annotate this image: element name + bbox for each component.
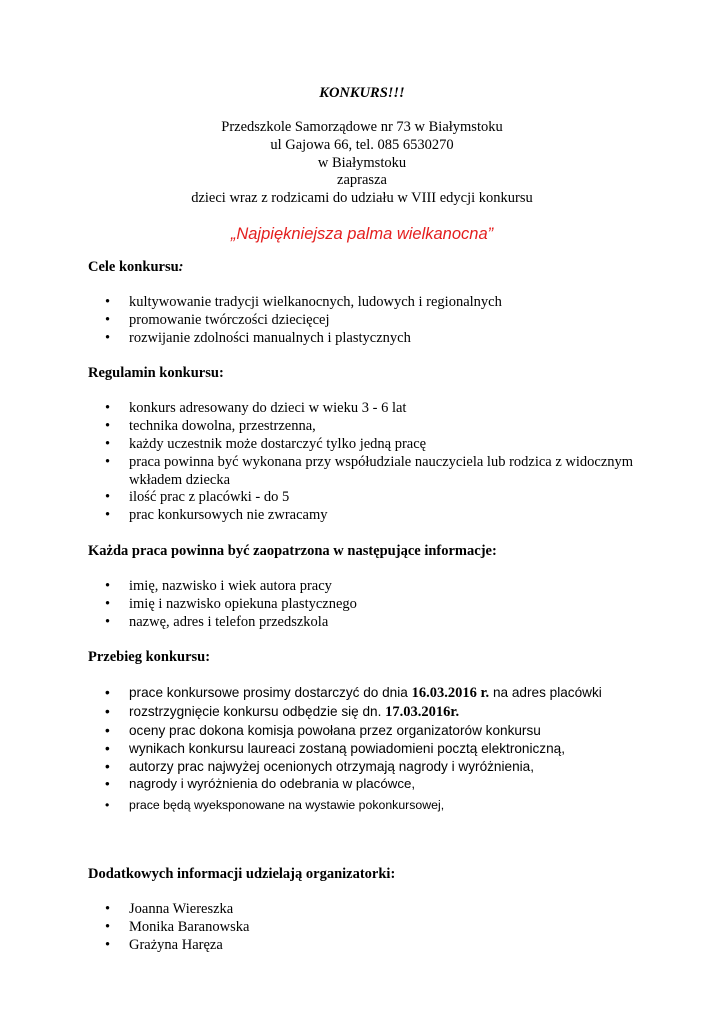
list-item: • oceny prac dokona komisja powołana przez organizatorów konkursu <box>105 722 541 738</box>
list-item: • każdy uczestnik może dostarczyć tylko jedną pracę <box>105 435 427 452</box>
list-item: • rozstrzygnięcie konkursu odbędzie się dn. 17.03.2016r. <box>105 704 460 721</box>
contacts-section <box>88 865 648 954</box>
list-item: • autorzy prac najwyżej ocenionych otrzymają nagrody i wyróżnienia, <box>105 758 534 774</box>
org-line-audience: dzieci wraz z rodzicami do udziału w VIII edycji konkursu <box>191 190 533 207</box>
rules-section <box>88 364 648 525</box>
list-item: • ilość prac z placówki - do 5 <box>105 489 290 506</box>
list-item: • nagrody i wyróżnienia do odebrania w placówce, <box>105 776 416 792</box>
info-section <box>88 542 648 631</box>
course-list <box>88 684 648 815</box>
list-item: • promowanie twórczości dziecięcej <box>105 311 330 328</box>
org-line-invites: zaprasza <box>337 172 387 189</box>
org-line-address: ul Gajowa 66, tel. 085 6530270 <box>270 136 454 153</box>
org-line-name: Przedszkole Samorządowe nr 73 w Białymstoku <box>221 119 503 135</box>
goals-list <box>88 294 648 347</box>
list-item: • Monika Baranowska <box>105 918 250 935</box>
rules-heading: Regulamin konkursu: <box>88 365 224 382</box>
list-item: • kultywowanie tradycji wielkanocnych, ludowych i regionalnych <box>105 293 502 310</box>
list-item: • konkurs adresowany do dzieci w wieku 3 - 6 lat <box>105 400 407 417</box>
list-item: • rozwijanie zdolności manualnych i plastycznych <box>105 329 411 346</box>
contacts-list <box>88 901 648 954</box>
info-list <box>88 578 648 631</box>
course-section <box>88 648 648 815</box>
info-heading: Każda praca powinna być zaopatrzona w następujące informacje: <box>88 542 497 559</box>
course-heading: Przebieg konkursu: <box>88 649 211 666</box>
list-item: • prace konkursowe prosimy dostarczyć do dnia 16.03.2016 r. na adres placówki <box>105 685 602 702</box>
list-item: • praca powinna być wykonana przy współudziale nauczyciela lub rodzica z widocznym wkładem dziecka <box>105 453 634 488</box>
list-item: • prace będą wyeksponowane na wystawie pokonkursowej, <box>105 798 445 813</box>
contest-slogan: „Najpiękniejsza palma wielkanocna” <box>230 224 494 243</box>
goals-section <box>88 258 648 347</box>
list-item: • prac konkursowych nie zwracamy <box>105 507 328 524</box>
page-title: KONKURS!!! <box>319 85 405 101</box>
list-item: • technika dowolna, przestrzenna, <box>105 418 316 435</box>
list-item: • wynikach konkursu laureaci zostaną powiadomieni pocztą elektroniczną, <box>105 740 565 756</box>
document-page <box>88 84 648 954</box>
contacts-heading: Dodatkowych informacji udzielają organizatorki: <box>88 865 396 882</box>
list-item: • imię i nazwisko opiekuna plastycznego <box>105 595 357 612</box>
list-item: • Joanna Wiereszka <box>105 900 234 917</box>
org-line-city: w Białymstoku <box>317 154 407 171</box>
list-item: • Grażyna Haręza <box>105 936 223 953</box>
goals-heading: Cele konkursu: <box>88 258 184 275</box>
list-item: • imię, nazwisko i wiek autora pracy <box>105 577 332 594</box>
rules-list <box>88 400 648 525</box>
header-block <box>88 84 636 245</box>
list-item: • nazwę, adres i telefon przedszkola <box>105 613 329 630</box>
